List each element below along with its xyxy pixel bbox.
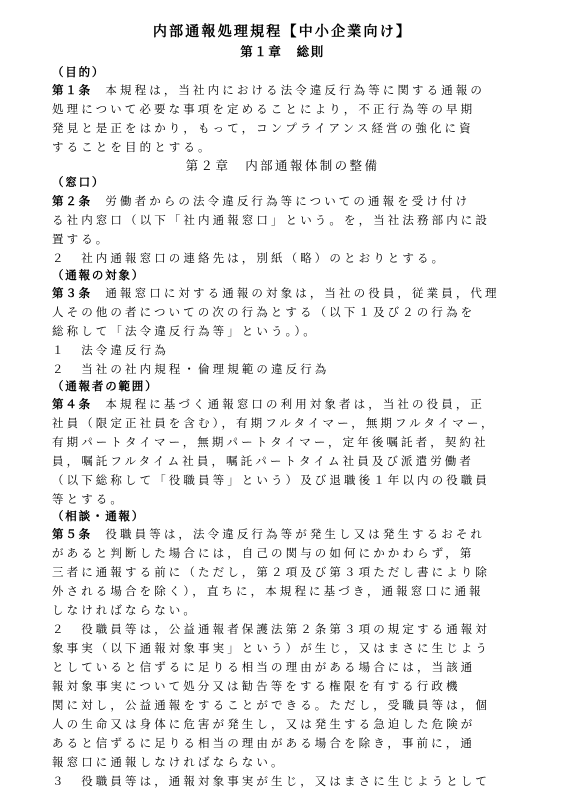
article-2-line-2: る社内窓口（以下「社内通報窓口」という。を，当社法務部内に設 bbox=[52, 213, 490, 227]
article-4-line-1: 第４条 本規程に基づく通報窓口の利用対象者は，当社の役員，正 bbox=[52, 397, 486, 411]
article-2-line-1: 第２条 労働者からの法令違反行為等についての通報を受け付け bbox=[52, 194, 471, 208]
article-3-line-1: 第３条 通報窓口に対する通報の対象は，当社の役員，従業員，代理 bbox=[52, 286, 500, 300]
article-2-line-3: 置する。 bbox=[52, 232, 111, 246]
article-5-line-5: しなければならない。 bbox=[52, 603, 198, 617]
article-4-line-4: 員，嘱託フルタイム社員，嘱託パートタイム社員及び派遣労働者 bbox=[52, 454, 475, 468]
article-1-line-3: 発見と是正をはかり，もって，コンプライアンス経営の強化に資 bbox=[52, 121, 474, 135]
article-1-line-2: 処理について必要な事項を定めることにより，不正行為等の早期 bbox=[52, 102, 476, 116]
article-5-line-14: ３ 役職員等は，通報対象事実が生じ，又はまさに生じようとして bbox=[52, 774, 490, 788]
article-4-line-6: 等とする。 bbox=[52, 492, 125, 506]
article-5-line-2: があると判断した場合には，自己の関与の如何にかかわらず，第 bbox=[52, 546, 475, 560]
article-5-label: 第５条 bbox=[52, 527, 92, 541]
article-1-line-4: することを目的とする。 bbox=[52, 140, 213, 154]
article-5-line-11: 人の生命又は身体に危害が発生し，又は発生する急迫した危険が bbox=[52, 717, 476, 731]
article-3-label: 第３条 bbox=[52, 286, 92, 300]
article-5-line-8: としていると信ずるに足りる相当の理由がある場合には，当該通 bbox=[52, 660, 476, 674]
article-4-line-3: 有期パートタイマー，無期パートタイマー，定年後嘱託者，契約社 bbox=[52, 435, 489, 449]
article-4-label: 第４条 bbox=[52, 397, 92, 411]
heading-consult: （相談・通報） bbox=[52, 509, 146, 523]
article-5-line-13: 報窓口に通報しなければならない。 bbox=[52, 755, 286, 769]
document-title: 内部通報処理規程【中小企業向け】 bbox=[152, 24, 413, 40]
chapter-1-title: 第１章 総則 bbox=[240, 44, 325, 59]
article-5-line-12: あると信ずるに足りる相当の理由がある場合を除き，事前に，通 bbox=[52, 736, 475, 750]
article-4-line-2: 社員（限定正社員を含む），有期フルタイマー，無期フルタイマー， bbox=[52, 416, 496, 430]
heading-window: （窓口） bbox=[52, 175, 106, 189]
article-3-line-3: 総称して「法令違反行為等」という。）。 bbox=[52, 324, 318, 338]
article-5-line-4: 外される場合を除く），直ちに，本規程に基づき，通報窓口に通報 bbox=[52, 584, 484, 598]
article-5-line-3: 三者に通報する前に（ただし，第２項及び第３項ただし書により除 bbox=[52, 565, 490, 579]
article-5-line-1: 第５条 役職員等は，法令違反行為等が発生し又は発生するおそれ bbox=[52, 527, 486, 541]
article-5-line-7: 象事実（以下通報対象事実」という）が生じ，又はまさに生じよう bbox=[52, 641, 490, 655]
heading-purpose: （目的） bbox=[52, 65, 106, 79]
article-1-line-1: 第１条 本規程は，当社内における法令違反行為等に関する通報の bbox=[52, 83, 486, 97]
heading-scope: （通報者の範囲） bbox=[52, 379, 159, 393]
article-2-label: 第２条 bbox=[52, 194, 92, 208]
chapter-2-title: 第２章 内部通報体制の整備 bbox=[185, 158, 380, 173]
article-3-line-2: 人その他の者についての次の行為とする（以下１及び２の行為を bbox=[52, 305, 476, 319]
article-4-line-5: （以下総称して「役職員等」という）及び退職後１年以内の役職員 bbox=[52, 473, 490, 487]
article-5-line-6: ２ 役職員等は，公益通報者保護法第２条第３項の規定する通報対 bbox=[52, 622, 490, 636]
heading-subject: （通報の対象） bbox=[52, 268, 146, 282]
article-2-line-4: ２ 社内通報窓口の連絡先は，別紙（略）のとおりとする。 bbox=[52, 251, 447, 265]
article-1-label: 第１条 bbox=[52, 83, 92, 97]
article-3-line-4: １ 法令違反行為 bbox=[52, 343, 169, 357]
article-3-line-5: ２ 当社の社内規程・倫理規範の違反行為 bbox=[52, 362, 330, 376]
article-5-line-9: 報対象事実について処分又は勧告等をする権限を有する行政機 bbox=[52, 679, 461, 693]
article-5-line-10: 関に対し，公益通報をすることができる。ただし，受職員等は，個 bbox=[52, 698, 490, 712]
